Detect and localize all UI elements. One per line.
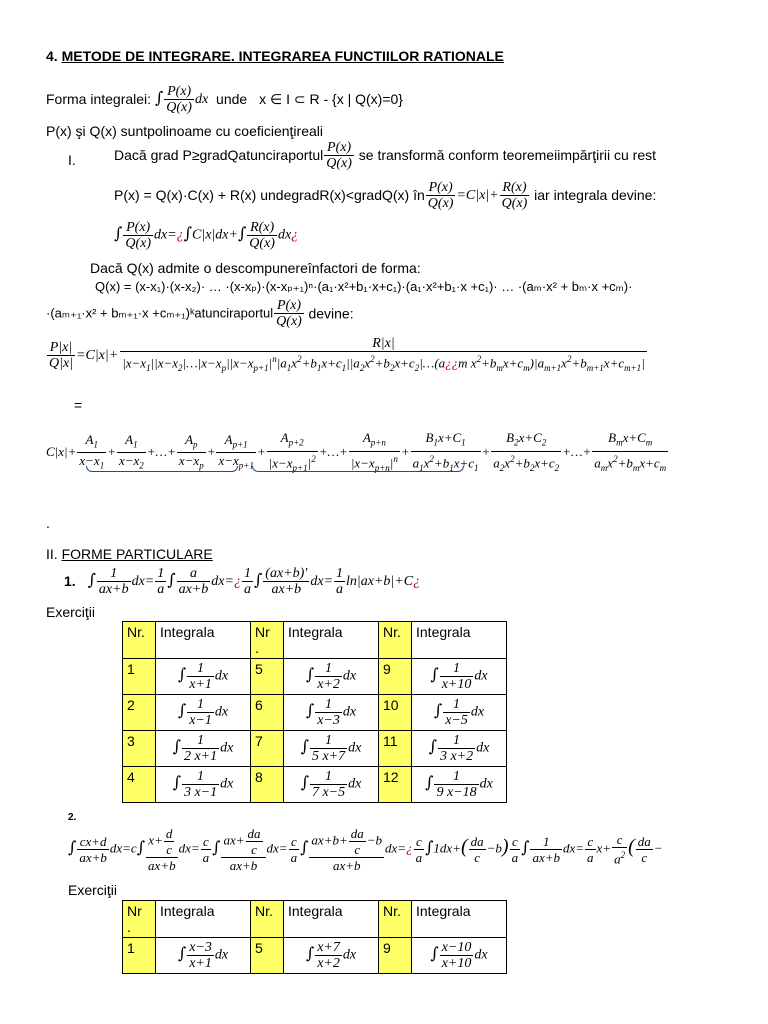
exercise-number: 12 [379, 767, 412, 803]
form-two-formula: ∫ $\frac{cx+d}{ax+b}$ dx=c∫ x+ $\frac{d}{c}$ ax+b dx= $\frac{c}{a}$ ∫ ax+ $\frac{da}{c}$ ax+b dx= $\frac{c}{a}$ ∫ ax+b+ $\frac{da}{c}$ −b ax+b dx=¿ $\frac{c}{a}$ ∫1dx+( $\frac{da}{c}$ −b) $\frac{c}{a}$ ∫ $\frac{1}{ax+b}$ dx= $\frac{c}{a}$ x+ $\frac{c}{a^2}$ ( $\frac{da}{c}$ − [68, 826, 663, 873]
division-formula: $\frac{P(x)}{Q(x)}$ =C|x|+ $\frac{R(x)}{Q(x)}$ [427, 180, 528, 211]
table-header-row [123, 901, 507, 938]
integral-form-line [46, 84, 403, 115]
exercise-number: 2 [123, 695, 156, 731]
condition-text-after: se transformă conform teoremeiimpărţirii cu rest [358, 147, 656, 164]
unde-label: unde [216, 91, 248, 108]
header-nr: Nr. [123, 622, 156, 659]
table-row [123, 767, 507, 803]
table-header-row [123, 622, 507, 659]
header-nr: Nr . [251, 622, 284, 659]
q-factor-cont-text: ·(aₘ₊₁·x² + bₘ₊₁·x +cₘ₊₁)ᵏatunciraportul [46, 305, 274, 321]
section-two-numeral: II. [46, 546, 58, 562]
header-integrala: Integrala [284, 622, 379, 659]
header-nr: Nr. [379, 622, 412, 659]
header-integrala: Integrala [156, 901, 251, 938]
header-integrala: Integrala [156, 622, 251, 659]
case-one-numeral: I. [68, 152, 76, 168]
ratio-formula: $\frac{P(x)}{Q(x)}$ [326, 140, 352, 171]
section-two-title: FORME PARTICULARE [61, 546, 213, 562]
form-one-label: 1. [64, 573, 76, 590]
header-nr: Nr. [251, 901, 284, 938]
exercise-table-1 [122, 621, 507, 803]
form-label: Forma integralei: [46, 91, 152, 108]
exercise-integral: ∫ $\frac{1}{3 x+2}$ dx [412, 731, 507, 767]
exercise-integral: ∫ $\frac{x-10}{x+10}$ dx [412, 938, 507, 974]
exercise-number: 4 [123, 767, 156, 803]
form-one-line [64, 566, 420, 597]
division-line [114, 180, 656, 211]
general-integral-formula: ∫ $\frac{P(x)}{Q(x)}$ dx [154, 84, 209, 115]
table-row [123, 731, 507, 767]
exercise-number: 7 [251, 731, 284, 767]
exercise-integral: ∫ $\frac{1}{x-1}$ dx [156, 695, 251, 731]
table-row [123, 938, 507, 974]
exercise-number: 8 [251, 767, 284, 803]
exercise-integral: ∫ $\frac{1}{x+10}$ dx [412, 659, 507, 695]
header-integrala: Integrala [412, 622, 507, 659]
q-factorization-continued [46, 298, 354, 329]
form-one-formula: ∫ $\frac{1}{ax+b}$ dx= $\frac{1}{a}$ ∫ $\frac{a}{ax+b}$ dx=¿ $\frac{1}{a}$ ∫ $\frac{(ax+b)'}{ax+b}$ dx= $\frac{1}{a}$ ln|ax+b|+C¿ [87, 566, 421, 597]
exercise-number: 9 [379, 659, 412, 695]
domain-condition: x ∈ I ⊂ R - {x | Q(x)=0} [259, 90, 403, 107]
exercises-label-1: Exerciţii [46, 604, 96, 620]
exercise-number: 5 [251, 659, 284, 695]
rational-fraction-formula: $\frac{P|x|}{Q|x|}$ =C|x|+ R|x| $|x-x_1||x-x_2|\dots|x-x_p||x-x_{p+1}|^n|a_1x^2+b_1x+c_1||a_2x^2+b_2x+c_2|\dots(a¿¿m$ $x^2+b_mx+c_m)|a_{m+1}x^2+b_{m+1}x+c_{m+1}|$ [49, 336, 645, 373]
exercise-integral: ∫ $\frac{1}{x+2}$ dx [284, 659, 379, 695]
exercise-table-2 [122, 900, 507, 974]
division-text-after: iar integrala devine: [534, 187, 657, 204]
exercise-number: 11 [379, 731, 412, 767]
exercise-integral: ∫ $\frac{1}{3 x-1}$ dx [156, 767, 251, 803]
section-two-heading [46, 546, 213, 562]
exercise-integral: ∫ $\frac{1}{x-5}$ dx [412, 695, 507, 731]
exercise-integral: ∫ $\frac{1}{2 x+1}$ dx [156, 731, 251, 767]
table-row [123, 695, 507, 731]
polynomials-text: P(x) şi Q(x) suntpolinoame cu coeficienţireali [46, 123, 323, 139]
ratio-formula-2: $\frac{P(x)}{Q(x)}$ [276, 298, 302, 329]
form-two-label: 2. [68, 812, 77, 823]
section-heading [46, 48, 504, 64]
exercise-integral: ∫ $\frac{x+7}{x+2}$ dx [284, 938, 379, 974]
heading-number: 4. [46, 48, 58, 64]
heading-title: METODE DE INTEGRARE. INTEGRAREA FUNCTIILOR RATIONALE [61, 48, 504, 64]
header-integrala: Integrala [284, 901, 379, 938]
q-factorization: Q(x) = (x-x₁)·(x-x₂)· … ·(x-xₚ)·(x-xₚ₊₁)ⁿ·(a₁·x²+b₁·x+c₁)·(a₁·x²+b₁·x +c₁)· … ·(aₘ·x² + bₘ·x +cₘ)· [95, 279, 633, 294]
exercise-integral: ∫ $\frac{x-3}{x+1}$ dx [156, 938, 251, 974]
exercise-number: 1 [123, 659, 156, 695]
exercise-number: 5 [251, 938, 284, 974]
exercise-integral: ∫ $\frac{1}{9 x-18}$ dx [412, 767, 507, 803]
exercise-number: 10 [379, 695, 412, 731]
brace-repeated-terms [252, 466, 464, 472]
exercise-integral: ∫ $\frac{1}{x-3}$ dx [284, 695, 379, 731]
division-text: P(x) = Q(x)·C(x) + R(x) undegradR(x)<gradQ(x) în [114, 187, 425, 204]
exercises-label-2: Exerciţii [68, 882, 118, 898]
devine-text: devine: [308, 305, 354, 322]
header-nr: Nr. [379, 901, 412, 938]
integral-split-formula: ∫ $\frac{P(x)}{Q(x)}$ dx=¿∫C|x|dx+∫ $\frac{R(x)}{Q(x)}$ dx¿ [114, 220, 299, 251]
exercise-number: 1 [123, 938, 156, 974]
exercise-number: 9 [379, 938, 412, 974]
case-one-condition [114, 140, 656, 171]
header-nr: Nr . [123, 901, 156, 938]
equals-sign: = [74, 397, 83, 413]
partial-fractions-formula: C|x|+ $\frac{A_1}{x-x_1}$ + $\frac{A_1}{x-x_2}$ +…+ $\frac{A_p}{x-x_p}$ + $\frac{A_{p+1}}{x-x_{p+1}}$ + $\frac{A_{p+2}}{|x-x_{p+1}|^2}$ +…+ $\frac{A_{p+n}}{|x-x_{p+n}|^n}$ + $\frac{B_1x+C_1}{a_1x^2+b_1x+c_1}$ + $\frac{B_2x+C_2}{a_2x^2+b_2x+c_2}$ +…+ $\frac{B_mx+C_m}{a_mx^2+b_mx+c_m}$ [46, 430, 667, 473]
exercise-integral: ∫ $\frac{1}{5 x+7}$ dx [284, 731, 379, 767]
exercise-integral: ∫ $\frac{1}{7 x-5}$ dx [284, 767, 379, 803]
brace-linear-terms [86, 466, 238, 472]
exercise-integral: ∫ $\frac{1}{x+1}$ dx [156, 659, 251, 695]
table-row [123, 659, 507, 695]
exercise-number: 6 [251, 695, 284, 731]
header-integrala: Integrala [412, 901, 507, 938]
exercise-number: 3 [123, 731, 156, 767]
stray-dot: . [46, 515, 50, 531]
decomposition-text: Dacă Q(x) admite o descompunereînfactori de forma: [90, 260, 421, 276]
condition-text: Dacă grad P≥gradQatunciraportul [114, 147, 324, 164]
